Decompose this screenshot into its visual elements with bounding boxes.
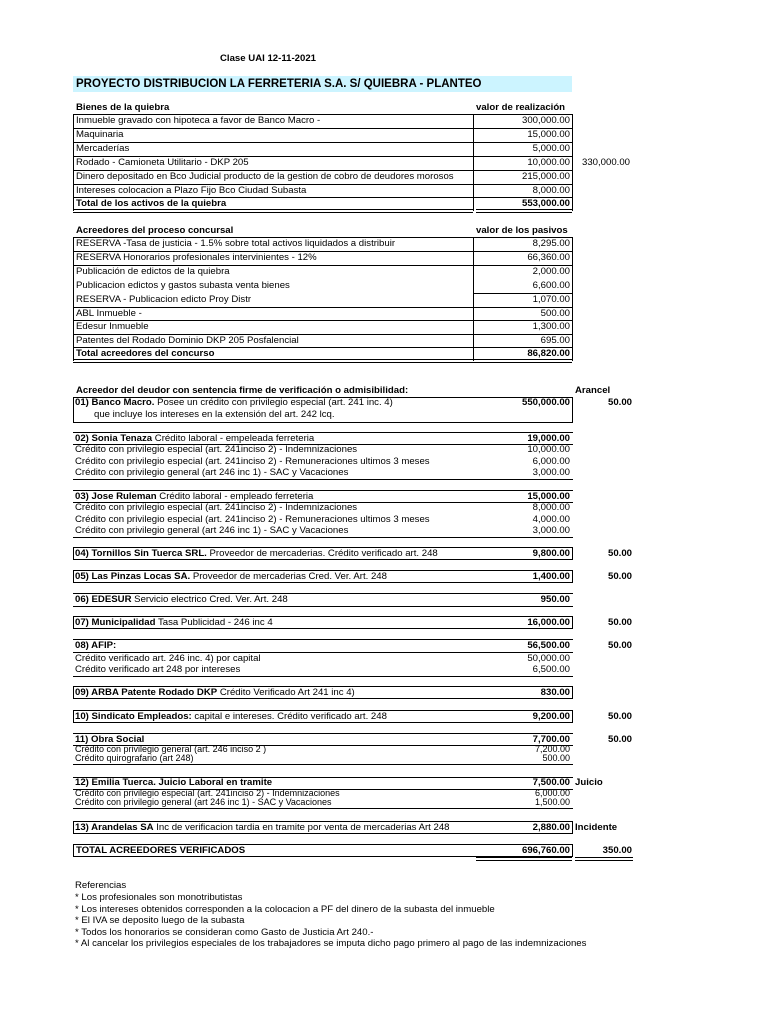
asset-row-value: 300,000.00: [521, 115, 570, 126]
class-title: Clase UAI 12-11-2021: [220, 53, 316, 64]
creditor-sub-value: 10,000.00: [527, 444, 570, 455]
verified-total-arancel: 350.00: [602, 845, 632, 856]
creditor-value: 56,500.00: [527, 640, 570, 651]
references-title: Referencias: [75, 880, 127, 891]
creditor-row-value: 66,360.00: [527, 252, 570, 263]
creditor-row-value: 695.00: [540, 335, 570, 346]
creditor-note: Incidente: [575, 822, 618, 833]
reference-item: * Los intereses obtenidos corresponden a la colocacion a PF del dinero de la subasta del inmueble: [75, 904, 495, 915]
creditor-sub-label: Crédito con privilegio general (art. 246 inciso 2 ): [75, 744, 267, 754]
creditor-arancel: 50.00: [607, 640, 632, 651]
creditor-sub-label: Crédito con privilegio especial (art. 241inciso 2) - Indemnizaciones: [75, 444, 358, 455]
creditor-row-label: RESERVA - Publicacion edicto Proy Distr: [76, 294, 252, 305]
creditor-value: 1,400.00: [532, 571, 570, 582]
asset-side-total: 330,000.00: [582, 157, 631, 168]
creditor-value: 2,880.00: [532, 822, 570, 833]
creditor-entry: 04) Tornillos Sin Tuerca SRL. Proveedor de mercaderias. Crédito verificado art. 248: [75, 548, 438, 559]
creditor-sub-value: 8,000.00: [532, 502, 570, 513]
creditor-sub-label: Crédito con privilegio general (art 246 inc 1) - SAC y Vacaciones: [75, 797, 332, 807]
assets-header-label: Bienes de la quiebra: [76, 102, 170, 113]
creditor-arancel: 50.00: [607, 397, 632, 408]
creditor-row-label: RESERVA Honorarios profesionales intervinientes - 12%: [76, 252, 317, 263]
creditor-entry: 05) Las Pinzas Locas SA. Proveedor de mercaderias Cred. Ver. Art. 248: [75, 571, 387, 582]
creditor-sub-value: 4,000.00: [532, 514, 570, 525]
creditor-row-value: 1,070.00: [532, 294, 570, 305]
creditors-header-value: valor de los pasivos: [476, 225, 568, 236]
creditor-row-value: 8,295.00: [532, 238, 570, 249]
creditor-note: Juicio: [575, 777, 603, 788]
creditor-sub-value: 3,000.00: [532, 525, 570, 536]
creditor-arancel: 50.00: [607, 617, 632, 628]
creditors-header-label: Acreedores del proceso concursal: [76, 225, 234, 236]
creditor-value: 7,700.00: [532, 734, 570, 745]
asset-row-value: 15,000.00: [527, 129, 570, 140]
creditors-total-label: Total acreedores del concurso: [76, 348, 215, 359]
creditor-sub-label: Crédito con privilegio general (art 246 inc 1) - SAC y Vacaciones: [75, 467, 349, 478]
asset-row-value: 10,000.00: [527, 157, 570, 168]
verified-header-label: Acreedor del deudor con sentencia firme de verificación o admisibilidad:: [76, 385, 409, 396]
creditor-sub-value: 3,000.00: [532, 467, 570, 478]
asset-row-label: Rodado - Camioneta Utilitario - DKP 205: [76, 157, 249, 168]
creditor-sub-label: Crédito con privilegio especial (art. 241inciso 2) - Indemnizaciones: [75, 788, 340, 798]
reference-item: * Todos los honorarios se consideran como Gasto de Justicia Art 240.-: [75, 927, 374, 938]
creditor-name: 12) Emilia Tuerca. Juicio Laboral en tramite: [75, 777, 273, 788]
creditor-row-label: ABL Inmueble -: [76, 308, 142, 319]
creditor-entry: 13) Arandelas SA Inc de verificacion tardia en tramite por venta de mercaderias Art 248: [75, 822, 450, 833]
project-title: PROYECTO DISTRIBUCION LA FERRETERIA S.A. S/ QUIEBRA - PLANTEO: [76, 78, 482, 90]
creditor-arancel: 50.00: [607, 734, 632, 745]
creditor-arancel: 50.00: [607, 548, 632, 559]
creditor-entry: 03) Jose Ruleman Crédito laboral - empleado ferreteria: [75, 491, 314, 502]
creditor-entry: 02) Sonia Tenaza Crédito laboral - empeleada ferreteria: [75, 433, 315, 444]
reference-item: * El IVA se deposito luego de la subasta: [75, 915, 245, 926]
asset-row-label: Dinero depositado en Bco Judicial producto de la gestion de cobro de deudores morosos: [76, 171, 454, 182]
creditor-sub-value: 6,000.00: [534, 788, 570, 798]
creditor-value: 16,000.00: [527, 617, 570, 628]
asset-row-value: 8,000.00: [532, 185, 570, 196]
creditor-row-label: Edesur Inmueble: [76, 321, 149, 332]
creditor-sub-value: 7,200.00: [534, 744, 570, 754]
creditor-entry: 01) Banco Macro. Posee un crédito con privilegio especial (art. 241 inc. 4): [75, 397, 393, 408]
creditor-name: 08) AFIP:: [75, 640, 117, 651]
creditor-row-value: 6,600.00: [532, 280, 570, 291]
creditor-sub-value: 500.00: [542, 753, 570, 763]
asset-row-label: Inmueble gravado con hipoteca a favor de Banco Macro -: [76, 115, 321, 126]
creditor-sub-label: Crédito con privilegio especial (art. 241inciso 2) - Indemnizaciones: [75, 502, 358, 513]
creditor-row-value: 2,000.00: [532, 266, 570, 277]
creditor-value: 7,500.00: [532, 777, 570, 788]
creditor-value: 9,200.00: [532, 711, 570, 722]
asset-row-value: 215,000.00: [521, 171, 570, 182]
reference-item: * Al cancelar los privilegios especiales de los trabajadores se imputa dicho pago primero al pago de las indemnizaciones: [75, 938, 587, 949]
creditor-row-label: Publicación de edictos de la quiebra: [76, 266, 230, 277]
creditor-sub-label: Crédito verificado art 248 por intereses: [75, 664, 241, 675]
creditor-row-label: RESERVA -Tasa de justicia - 1.5% sobre total activos liquidados a distribuir: [76, 238, 396, 249]
creditor-row-value: 500.00: [540, 308, 570, 319]
creditor-entry: 10) Sindicato Empleados: capital e intereses. Crédito verificado art. 248: [75, 711, 387, 722]
reference-item: * Los profesionales son monotributistas: [75, 892, 243, 903]
creditor-row-label: Publicacion edictos y gastos subasta venta bienes: [76, 280, 290, 291]
creditor-sub-value: 6,000.00: [532, 456, 570, 467]
creditor-sub-label: Crédito con privilegio especial (art. 241inciso 2) - Remuneraciones ultimos 3 meses: [75, 514, 430, 525]
creditor-value: 950.00: [540, 594, 570, 605]
creditor-desc-cont: que incluye los intereses en la extensión del art. 242 lcq.: [94, 409, 335, 420]
creditor-sub-value: 6,500.00: [532, 664, 570, 675]
creditor-sub-label: Crédito quirografario (art 248): [75, 753, 194, 763]
assets-total-label: Total de los activos de la quiebra: [76, 198, 227, 209]
creditor-sub-label: Crédito verificado art. 246 inc. 4) por capital: [75, 653, 261, 664]
creditor-row-value: 1,300.00: [532, 321, 570, 332]
creditor-sub-label: Crédito con privilegio general (art 246 inc 1) - SAC y Vacaciones: [75, 525, 349, 536]
asset-row-label: Maquinaria: [76, 129, 124, 140]
creditor-entry: 09) ARBA Patente Rodado DKP Crédito Verificado Art 241 inc 4): [75, 687, 355, 698]
assets-total-value: 553,000.00: [521, 198, 570, 209]
creditor-value: 550,000.00: [521, 397, 570, 408]
verified-total-label: TOTAL ACREEDORES VERIFICADOS: [76, 845, 246, 856]
creditor-arancel: 50.00: [607, 571, 632, 582]
asset-row-value: 5,000.00: [532, 143, 570, 154]
creditor-sub-value: 50,000.00: [527, 653, 570, 664]
verified-total-value: 696,760.00: [521, 845, 570, 856]
creditor-sub-value: 1,500.00: [534, 797, 570, 807]
asset-row-label: Intereses colocacion a Plazo Fijo Bco Ciudad Subasta: [76, 185, 307, 196]
creditor-value: 9,800.00: [532, 548, 570, 559]
creditor-entry: 07) Municipalidad Tasa Publicidad - 246 inc 4: [75, 617, 273, 628]
creditor-arancel: 50.00: [607, 711, 632, 722]
verified-header-arancel: Arancel: [575, 385, 611, 396]
assets-header-value: valor de realización: [476, 102, 566, 113]
creditors-total-value: 86,820.00: [527, 348, 570, 359]
creditor-entry: 06) EDESUR Servicio electrico Cred. Ver. Art. 248: [75, 594, 288, 605]
creditor-value: 830.00: [540, 687, 570, 698]
creditor-value: 19,000.00: [527, 433, 570, 444]
creditor-sub-label: Crédito con privilegio especial (art. 241inciso 2) - Remuneraciones ultimos 3 meses: [75, 456, 430, 467]
creditor-row-label: Patentes del Rodado Dominio DKP 205 Posfalencial: [76, 335, 299, 346]
creditor-value: 15,000.00: [527, 491, 570, 502]
creditor-name: 11) Obra Social: [75, 734, 145, 745]
asset-row-label: Mercaderías: [76, 143, 130, 154]
